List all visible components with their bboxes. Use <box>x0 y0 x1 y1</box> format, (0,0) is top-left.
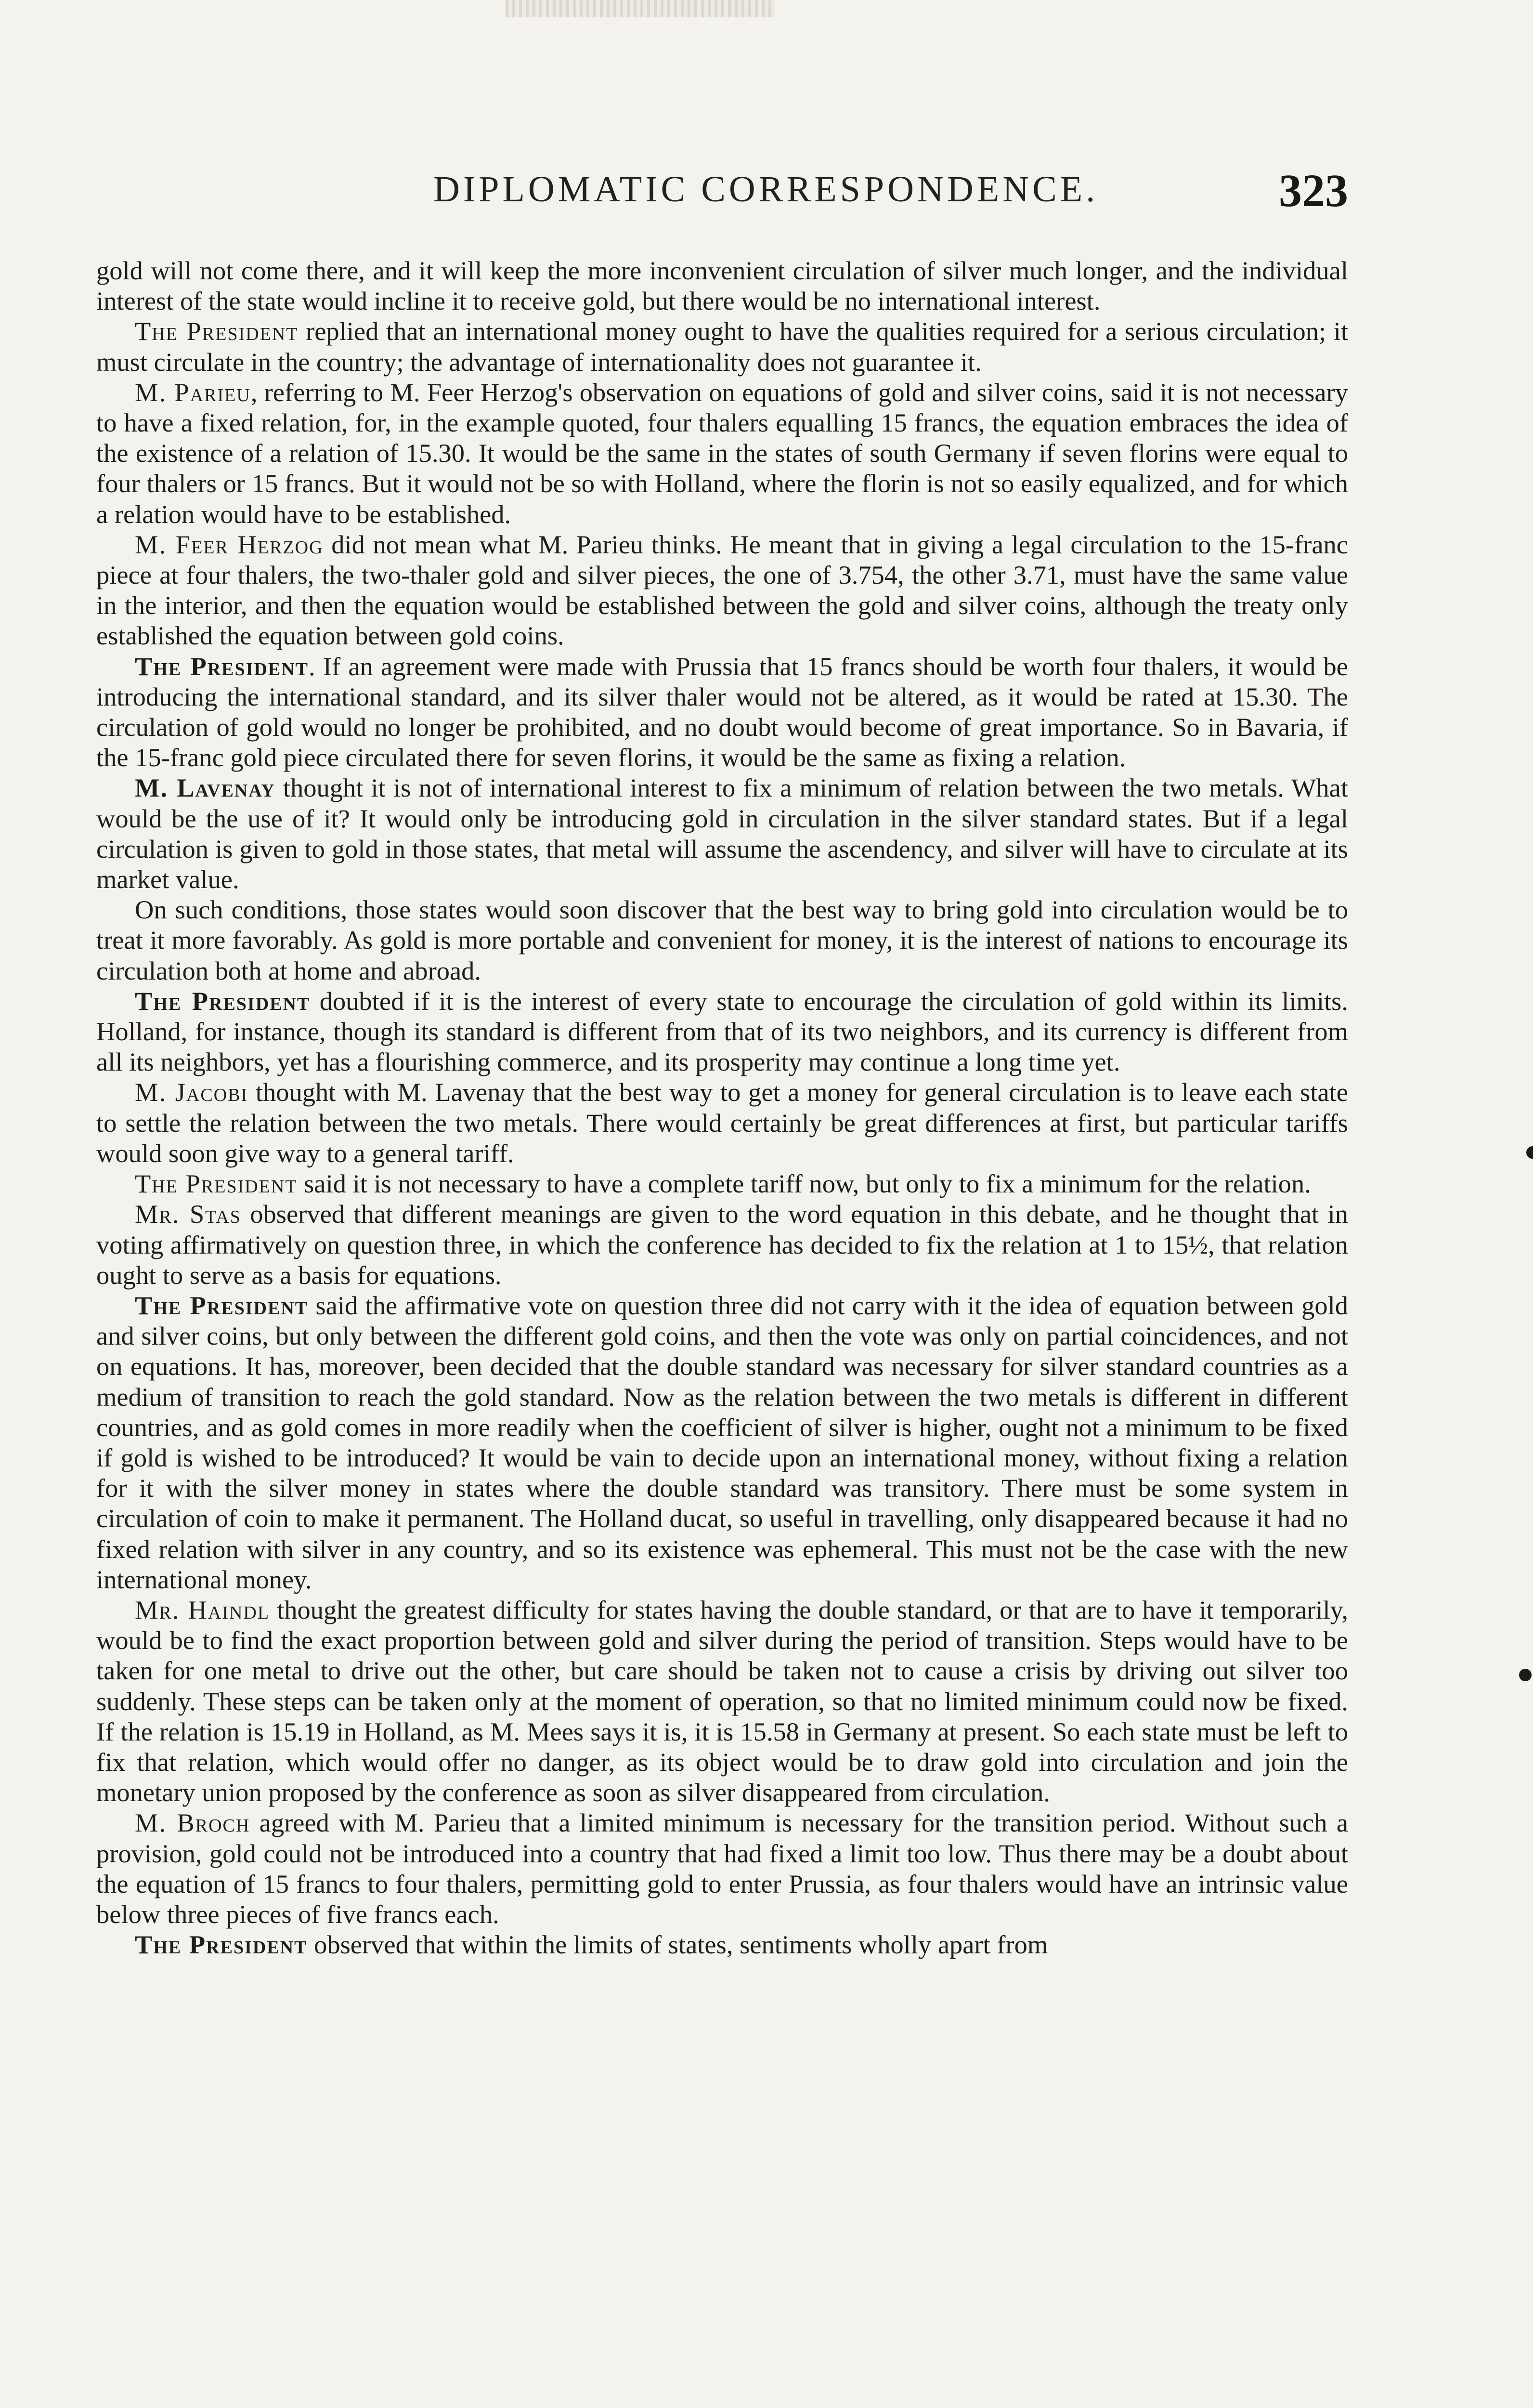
paragraph-text: said it is not necessary to have a complete tariff now, but only to fix a minimum for the relation. <box>297 1169 1311 1199</box>
speaker-name: Mr. Stas <box>135 1199 241 1229</box>
paragraph <box>96 1929 1348 1960</box>
running-head: DIPLOMATIC CORRESPONDENCE. <box>433 169 1099 209</box>
margin-dot <box>1526 1146 1533 1159</box>
scan-artifact <box>506 0 775 17</box>
paragraph <box>96 772 1348 894</box>
speaker-name: The President <box>135 651 309 681</box>
speaker-name: M. Feer Herzog <box>135 529 324 559</box>
page-number: 323 <box>1279 165 1348 216</box>
paragraph <box>96 651 1348 773</box>
paragraph <box>96 1199 1348 1290</box>
speaker-name: M. Broch <box>135 1808 250 1838</box>
page-header <box>96 164 1348 217</box>
paragraph-text: doubted if it is the interest of every state to encourage the circulation of gold within its limits. Holland, for instance, though its standard is different from that of its two neighbors, and its currency is different from all its neighbors, yet has a flourishing commerce, and its prosperity may continue a long time yet. <box>96 986 1348 1077</box>
paragraph <box>96 894 1348 986</box>
paragraph-text: observed that within the limits of states, sentiments wholly apart from <box>307 1930 1048 1960</box>
paragraph-text: said the affirmative vote on question three did not carry with it the idea of equation between gold and silver coins, but only between the different gold coins, and then the vote was only on partial coincidences, and not on equations. It has, moreover, been decided that the double standard was necessary for silver standard countries as a medium of transition to reach the gold standard. Now as the relation between the two metals is different in different countries, and as gold comes in more readily when the coefficient of silver is higher, ought not a minimum to be fixed if gold is wished to be introduced? It would be vain to decide upon an international money, without fixing a relation for it with the silver money in states where the double standard was transitory. There must be some system in circulation of coin to make it permanent. The Holland ducat, so useful in travelling, only disappeared because it had no fixed relation with silver in any country, and so its existence was ephemeral. This must not be the case with the new international money. <box>96 1290 1348 1594</box>
text-column <box>96 255 1348 1960</box>
speaker-name: M. Parieu <box>135 377 251 407</box>
paragraph <box>96 1595 1348 1807</box>
speaker-name: Mr. Haindl <box>135 1595 270 1624</box>
paragraph-text: observed that different meanings are given to the word equation in this debate, and he thought that in voting affirmatively on question three, in which the conference has decided to fix the relation at 1 to 15½, that relation ought to serve as a basis for equations. <box>96 1199 1348 1290</box>
speaker-name: The President <box>135 1290 309 1320</box>
paragraph-text: replied that an international money ought to have the qualities required for a serious circulation; it must circulate in the country; the advantage of internationality does not guarantee it. <box>96 316 1348 377</box>
paragraph <box>96 1290 1348 1595</box>
paragraph-text: . If an agreement were made with Prussia that 15 francs should be worth four thalers, it would be introducing the international standard, and its silver thaler would not be altered, as it would be rated at 15.30. The circulation of gold would no longer be prohibited, and no doubt would become of great importance. So in Bavaria, if the 15-franc gold piece circulated there for seven florins, it would be the same as fixing a relation. <box>96 651 1348 772</box>
paragraph <box>96 529 1348 651</box>
paragraph-text: thought with M. Lavenay that the best way to get a money for general circulation is to leave each state to settle the relation between the two metals. There would certainly be great differences at first, but particular tariffs would soon give way to a general tariff. <box>96 1077 1348 1168</box>
paragraph-text: thought the greatest difficulty for states having the double standard, or that are to have it temporarily, would be to find the exact proportion between gold and silver during the period of transition. Steps would have to be taken for one metal to drive out the other, but care should be taken not to cause a crisis by driving out silver too suddenly. These steps can be taken only at the moment of operation, so that no limited minimum could now be fixed. If the relation is 15.19 in Holland, as M. Mees says it is, it is 15.58 in Germany at present. So each state must be left to fix that relation, which would offer no danger, as its object would be to draw gold into circulation and join the monetary union proposed by the conference as soon as silver disappeared from circulation. <box>96 1595 1349 1807</box>
paragraph-text: did not mean what M. Parieu thinks. He meant that in giving a legal circulation to the 15-franc piece at four thalers, the two-thaler gold and silver pieces, the one of 3.754, the other 3.71, must have the same value in the interior, and then the equation would be established between the gold and silver coins, although the treaty only established the equation between gold coins. <box>96 529 1348 651</box>
margin-dot <box>1519 1669 1532 1681</box>
paragraph-text: , referring to M. Feer Herzog's observation on equations of gold and silver coins, said it is not necessary to have a fixed relation, for, in the example quoted, four thalers equalling 15 francs, the equation embraces the idea of the existence of a relation of 15.30. It would be the same in the states of south Germany if seven florins were equal to four thalers or 15 francs. But it would not be so with Holland, where the florin is not so easily equalized, and for which a relation would have to be established. <box>96 377 1348 529</box>
paragraph-text: thought it is not of international interest to fix a minimum of relation between the two metals. What would be the use of it? It would only be introducing gold in circulation in the silver standard states. But if a legal circulation is given to gold in those states, that metal will assume the ascendency, and silver will have to circulate at its market value. <box>96 773 1349 894</box>
speaker-name: M. Jacobi <box>135 1077 248 1107</box>
paragraph-text: gold will not come there, and it will keep the more inconvenient circulation of silver much longer, and the individual interest of the state would incline it to receive gold, but there would be no international interest. <box>96 256 1348 316</box>
paragraph <box>96 316 1348 377</box>
paragraph-text: On such conditions, those states would soon discover that the best way to bring gold into circulation would be to treat it more favorably. As gold is more portable and convenient for money, it is the interest of nations to encourage its circulation both at home and abroad. <box>96 895 1348 985</box>
speaker-name: The President <box>135 986 311 1016</box>
speaker-name: The President <box>135 1930 308 1960</box>
paragraph <box>96 1168 1348 1199</box>
paragraph <box>96 1077 1348 1168</box>
paragraph <box>96 1807 1348 1929</box>
paragraph-text: agreed with M. Parieu that a limited minimum is necessary for the transition period. Without such a provision, gold could not be introduced into a country that had fixed a limit too low. Thus there may be a doubt about the equation of 15 francs to four thalers, permitting gold to enter Prussia, as four thalers would have an intrinsic value below three pieces of five francs each. <box>96 1808 1349 1929</box>
paragraph <box>96 986 1348 1077</box>
speaker-name: M. Lavenay <box>135 773 275 803</box>
paragraph <box>96 255 1348 316</box>
paragraph <box>96 377 1348 529</box>
speaker-name: The President <box>135 1169 298 1199</box>
speaker-name: The President <box>135 316 299 346</box>
